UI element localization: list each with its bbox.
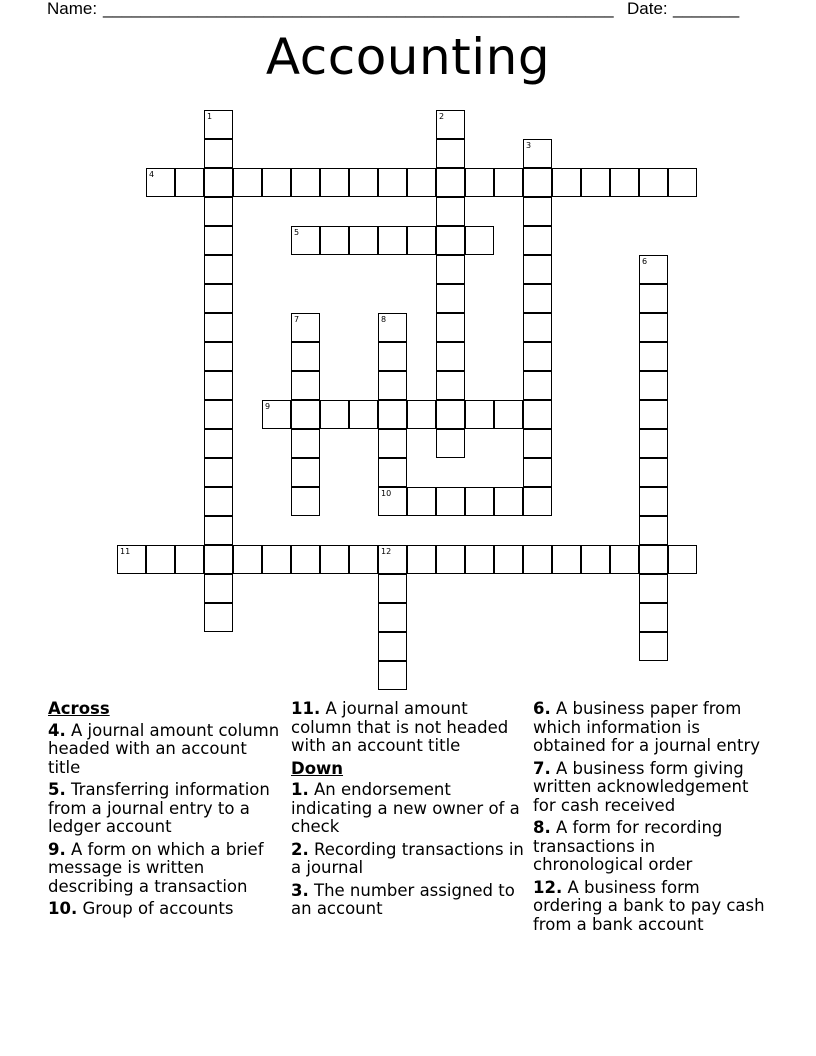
grid-cell[interactable] [436, 226, 465, 255]
grid-cell[interactable] [204, 487, 233, 516]
grid-cell[interactable] [436, 487, 465, 516]
grid-cell[interactable] [639, 458, 668, 487]
grid-cell[interactable] [523, 458, 552, 487]
down-heading: Down [291, 758, 344, 778]
grid-cell[interactable] [175, 168, 204, 197]
grid-cell[interactable] [494, 487, 523, 516]
grid-cell[interactable] [204, 545, 233, 574]
grid-cell[interactable] [523, 313, 552, 342]
clue-down-6: 6. A business paper from which information is obtained for a journal entry [533, 699, 761, 755]
grid-cell[interactable] [465, 226, 494, 255]
grid-cell[interactable] [436, 255, 465, 284]
clue-number: 1 [207, 112, 213, 121]
grid-cell[interactable] [668, 168, 697, 197]
grid-cell[interactable] [639, 574, 668, 603]
grid-cell[interactable] [523, 487, 552, 516]
grid-cell[interactable] [436, 139, 465, 168]
grid-cell[interactable] [378, 603, 407, 632]
grid-cell[interactable] [291, 400, 320, 429]
grid-cell[interactable] [639, 371, 668, 400]
name-label: Name: [47, 0, 98, 18]
grid-cell[interactable] [349, 400, 378, 429]
grid-cell[interactable] [523, 255, 552, 284]
grid-cell[interactable] [204, 429, 233, 458]
grid-cell[interactable] [581, 545, 610, 574]
clue-across-4: 4. A journal amount column headed with an account title [48, 720, 280, 777]
grid-cell[interactable] [320, 226, 349, 255]
grid-cell[interactable] [204, 516, 233, 545]
grid-cell[interactable] [204, 139, 233, 168]
grid-cell[interactable] [465, 168, 494, 197]
grid-cell[interactable] [523, 371, 552, 400]
grid-cell[interactable] [320, 545, 349, 574]
grid-cell[interactable] [291, 545, 320, 574]
grid-cell[interactable] [639, 255, 668, 284]
grid-cell[interactable] [204, 603, 233, 632]
grid-cell[interactable] [233, 168, 262, 197]
grid-cell[interactable] [204, 574, 233, 603]
grid-cell[interactable] [639, 168, 668, 197]
grid-cell[interactable] [378, 429, 407, 458]
grid-cell[interactable] [436, 400, 465, 429]
clue-number: 3 [526, 141, 532, 150]
grid-cell[interactable] [146, 545, 175, 574]
grid-cell[interactable] [639, 487, 668, 516]
grid-cell[interactable] [639, 603, 668, 632]
grid-cell[interactable] [552, 168, 581, 197]
grid-cell[interactable] [262, 400, 291, 429]
grid-cell[interactable] [465, 400, 494, 429]
grid-cell[interactable] [436, 197, 465, 226]
grid-cell[interactable] [378, 168, 407, 197]
grid-cell[interactable] [436, 342, 465, 371]
grid-cell[interactable] [523, 168, 552, 197]
grid-cell[interactable] [639, 313, 668, 342]
grid-cell[interactable] [349, 226, 378, 255]
grid-cell[interactable] [494, 545, 523, 574]
grid-cell[interactable] [378, 632, 407, 661]
grid-cell[interactable] [639, 632, 668, 661]
grid-cell[interactable] [610, 168, 639, 197]
grid-cell[interactable] [262, 545, 291, 574]
grid-cell[interactable] [523, 139, 552, 168]
grid-cell[interactable] [378, 545, 407, 574]
grid-cell[interactable] [407, 168, 436, 197]
clue-down-3: 3. The number assigned to an account [291, 880, 515, 918]
grid-cell[interactable] [204, 284, 233, 313]
grid-cell[interactable] [407, 487, 436, 516]
clue-number: 10 [381, 489, 392, 498]
grid-cell[interactable] [291, 487, 320, 516]
grid-cell[interactable] [523, 400, 552, 429]
grid-cell[interactable] [204, 400, 233, 429]
clue-across-5: 5. Transferring information from a journal entry to a ledger account [48, 780, 270, 836]
clue-column-2 [291, 700, 527, 923]
grid-cell[interactable] [436, 313, 465, 342]
name-line[interactable]: ______________________________________________________ [103, 0, 614, 18]
puzzle-title: Accounting [265, 28, 551, 86]
grid-cell[interactable] [465, 487, 494, 516]
clue-number: 11 [120, 547, 131, 556]
grid-cell[interactable] [204, 458, 233, 487]
grid-cell[interactable] [204, 342, 233, 371]
clue-number: 5 [294, 228, 300, 237]
clue-across-9: 9. A form on which a brief message is written describing a transaction [48, 839, 264, 896]
clue-number: 9 [265, 402, 271, 411]
grid-cell[interactable] [436, 545, 465, 574]
clue-column-3 [533, 700, 769, 938]
grid-cell[interactable] [204, 110, 233, 139]
grid-cell[interactable] [291, 429, 320, 458]
grid-cell[interactable] [581, 168, 610, 197]
grid-cell[interactable] [291, 313, 320, 342]
grid-cell[interactable] [494, 400, 523, 429]
grid-cell[interactable] [639, 516, 668, 545]
grid-cell[interactable] [523, 284, 552, 313]
clue-across-11: 11. A journal amount column that is not headed with an account title [291, 699, 509, 755]
grid-cell[interactable] [436, 429, 465, 458]
grid-cell[interactable] [378, 371, 407, 400]
grid-cell[interactable] [494, 168, 523, 197]
across-heading: Across [48, 699, 110, 718]
grid-cell[interactable] [378, 342, 407, 371]
grid-cell[interactable] [349, 545, 378, 574]
grid-cell[interactable] [465, 545, 494, 574]
grid-cell[interactable] [320, 168, 349, 197]
grid-cell[interactable] [204, 197, 233, 226]
grid-cell[interactable] [378, 487, 407, 516]
grid-cell[interactable] [117, 545, 146, 574]
grid-cell[interactable] [204, 226, 233, 255]
clue-column-1 [48, 700, 284, 923]
clue-across-10: 10. Group of accounts [48, 899, 234, 918]
grid-cell[interactable] [378, 574, 407, 603]
grid-cell[interactable] [378, 661, 407, 690]
clue-number: 7 [294, 315, 300, 324]
clue-number: 6 [642, 257, 648, 266]
grid-cell[interactable] [552, 545, 581, 574]
grid-cell[interactable] [291, 458, 320, 487]
grid-cell[interactable] [291, 226, 320, 255]
clue-number: 8 [381, 315, 387, 324]
grid-cell[interactable] [262, 168, 291, 197]
grid-cell[interactable] [204, 371, 233, 400]
clue-number: 12 [381, 547, 392, 556]
grid-cell[interactable] [436, 371, 465, 400]
grid-cell[interactable] [610, 545, 639, 574]
clue-down-8: 8. A form for recording transactions in chronological order [533, 818, 723, 874]
clue-number: 4 [149, 170, 155, 179]
grid-cell[interactable] [204, 255, 233, 284]
grid-cell[interactable] [639, 284, 668, 313]
grid-cell[interactable] [407, 400, 436, 429]
grid-cell[interactable] [668, 545, 697, 574]
grid-cell[interactable] [639, 545, 668, 574]
clue-down-12: 12. A business form ordering a bank to pay cash from a bank account [533, 877, 765, 934]
grid-cell[interactable] [291, 371, 320, 400]
clue-down-2: 2. Recording transactions in a journal [291, 839, 524, 877]
grid-cell[interactable] [291, 342, 320, 371]
grid-cell[interactable] [204, 168, 233, 197]
grid-cell[interactable] [523, 226, 552, 255]
clue-down-7: 7. A business form giving written acknowledgement for cash received [533, 758, 749, 815]
grid-cell[interactable] [523, 429, 552, 458]
grid-cell[interactable] [523, 197, 552, 226]
date-label: Date: [627, 0, 668, 18]
grid-cell[interactable] [291, 168, 320, 197]
grid-cell[interactable] [436, 110, 465, 139]
grid-cell[interactable] [378, 313, 407, 342]
grid-cell[interactable] [233, 545, 262, 574]
grid-cell[interactable] [378, 458, 407, 487]
grid-cell[interactable] [639, 400, 668, 429]
grid-cell[interactable] [320, 400, 349, 429]
clue-number: 2 [439, 112, 445, 121]
grid-cell[interactable] [175, 545, 204, 574]
grid-cell[interactable] [407, 545, 436, 574]
grid-cell[interactable] [639, 342, 668, 371]
grid-cell[interactable] [407, 226, 436, 255]
grid-cell[interactable] [378, 400, 407, 429]
grid-cell[interactable] [146, 168, 175, 197]
clue-down-1: 1. An endorsement indicating a new owner of a check [291, 780, 520, 836]
grid-cell[interactable] [436, 284, 465, 313]
grid-cell[interactable] [523, 342, 552, 371]
grid-cell[interactable] [204, 313, 233, 342]
date-line[interactable]: _______ [673, 0, 740, 18]
grid-cell[interactable] [436, 168, 465, 197]
grid-cell[interactable] [378, 226, 407, 255]
grid-cell[interactable] [639, 429, 668, 458]
grid-cell[interactable] [349, 168, 378, 197]
grid-cell[interactable] [523, 545, 552, 574]
